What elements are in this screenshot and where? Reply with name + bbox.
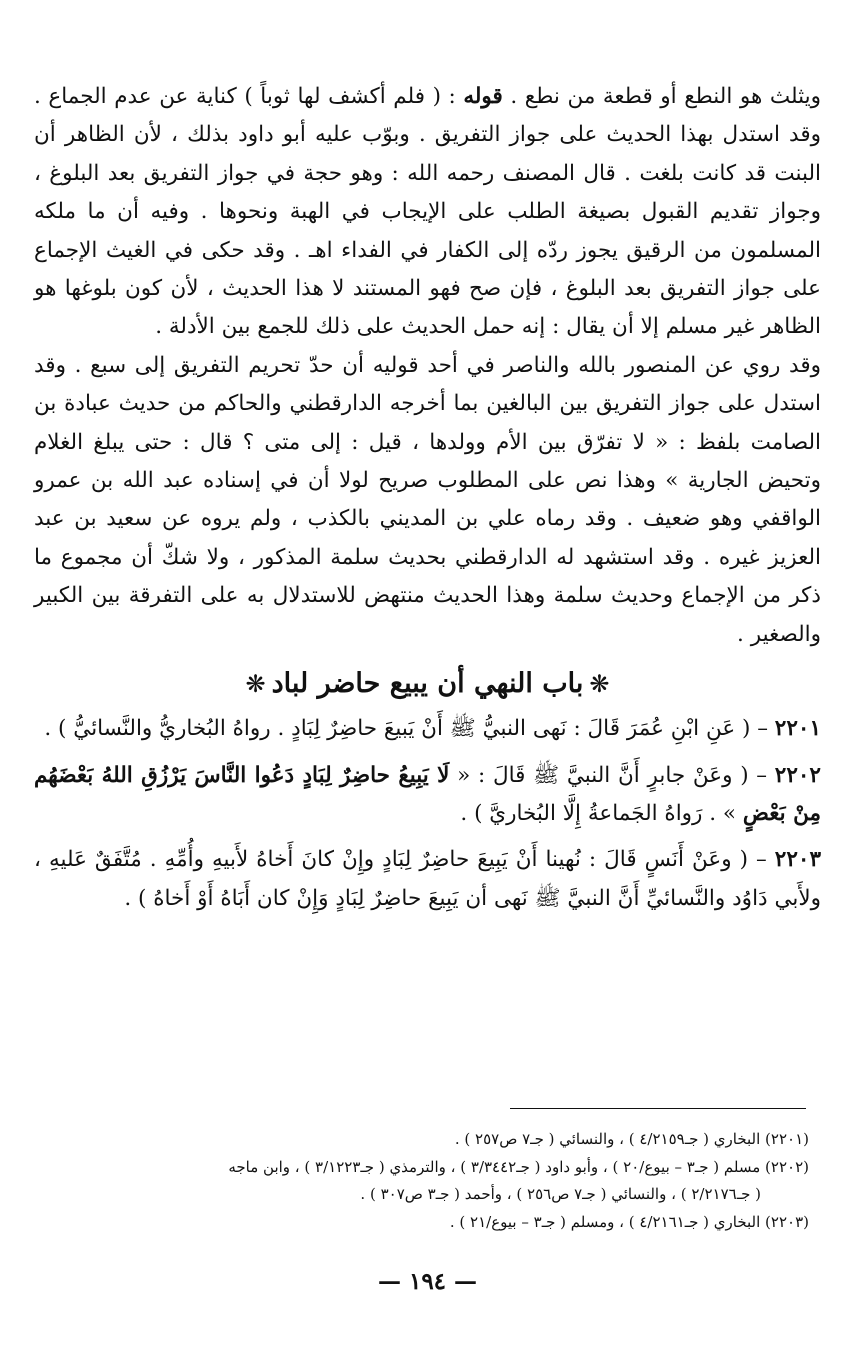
hadith-text: ( وعَنْ جابرٍ أَنَّ النبيَّ ﷺ قَالَ : «	[449, 762, 749, 788]
hadith-number: ٢٢٠٣	[774, 847, 821, 873]
hadith-text: ( عَنِ ابْنِ عُمَرَ قَالَ : نَهى النبيُّ ﷺ أَنْ يَبيعَ حاضِرٌ لِبَادٍ . رواهُ البُخاريُّ والنَّسائيُّ ) .	[44, 716, 751, 742]
footnotes	[38, 1126, 809, 1236]
star-ornament-icon: ❋	[245, 670, 266, 699]
page-number: — ١٩٤ —	[377, 1268, 478, 1295]
hadith-number: ٢٢٠١	[774, 716, 821, 742]
qawluhu-label: قوله	[463, 84, 503, 109]
footnote-2203: (٢٢٠٣) البخاري ( جـ٤/٢١٦١ ) ، ومسلم ( جـ٣ – بيوع/٢١ ) .	[449, 1212, 809, 1231]
chapter-title	[34, 664, 821, 704]
hadith-2202: ٢٢٠٢ – ( وعَنْ جابرٍ أَنَّ النبيَّ ﷺ قَالَ : « لَا يَبِيعُ حاضِرٌ لِبَادٍ دَعُوا النَّاسَ يَرْزُقِ اللهُ بَعْضَهُم مِنْ بَعْضٍ » . رَواهُ الجَماعةُ إِلَّا البُخاريَّ ) .	[34, 762, 821, 826]
footnote-divider	[510, 1108, 806, 1109]
page-content	[34, 78, 821, 926]
star-ornament-icon: ❋	[589, 670, 610, 699]
hadith-text: ( وعَنْ أَنَسٍ قَالَ : نُهينا أَنْ يَبِيعَ حاضِرٌ لِبَادٍ وإِنْ كانَ أَخاهُ لأَبيهِ وأُمِّهِ . مُتَّفَقٌ عَليهِ ، ولأَبي دَاوُد والنَّسائيِّ أَنَّ النبيَّ ﷺ نَهى أن يَبِيعَ حاضِرٌ لِبَادٍ وَإِنْ كان أَبَاهُ أَوْ أَخاهُ ) .	[34, 847, 821, 911]
hadith-2203: ٢٢٠٣ – ( وعَنْ أَنَسٍ قَالَ : نُهينا أَنْ يَبِيعَ حاضِرٌ لِبَادٍ وإِنْ كانَ أَخاهُ لأَبيهِ وأُمِّهِ . مُتَّفَقٌ عَليهِ ، ولأَبي دَاوُد والنَّسائيِّ أَنَّ النبيَّ ﷺ نَهى أن يَبِيعَ حاضِرٌ لِبَادٍ وَإِنْ كان أَبَاهُ أَوْ أَخاهُ ) .	[34, 847, 821, 911]
footnote-2202: (٢٢٠٢) مسلم ( جـ٣ – بيوع/٢٠ ) ، وأبو داود ( جـ٣/٣٤٤٢ ) ، والترمذي ( جـ٣/١٢٢٣ ) ، وابن ماجه	[228, 1157, 809, 1176]
hadith-matn: لَا يَبِيعُ حاضِرٌ لِبَادٍ دَعُوا النَّاسَ يَرْزُقِ اللهُ بَعْضَهُم مِنْ بَعْضٍ	[34, 762, 821, 826]
footnote-2202-continued: ( جـ٢/٢١٧٦ ) ، والنسائي ( جـ٧ ص٢٥٦ ) ، وأحمد ( جـ٣ ص٣٠٧ ) .	[360, 1185, 761, 1203]
chapter-title-text: باب النهي أن يبيع حاضر لباد	[271, 668, 584, 700]
hadith-number: ٢٢٠٢	[774, 762, 821, 788]
commentary-paragraph-2: وقد روي عن المنصور بالله والناصر في أحد قوليه أن حدّ تحريم التفريق إلى سبع . وقد استدل على جواز التفريق بين البالغين بما أخرجه الدارقطني والحاكم من حديث عبادة بن الصامت بلفظ : « لا تفرّق بين الأم وولدها ، قيل : إلى متى ؟ قال : حتى يبلغ الغلام وتحيض الجارية » وهذا نص على المطلوب صريح لولا أن في إسناده عبد الله بن عمرو الواقفي وهو ضعيف . وقد رماه علي بن المديني بالكذب ، ولم يروه عن سعيد بن عبد العزيز غيره . وقد استشهد له الدارقطني بحديث سلمة المذكور ، ولا شكّ أن مجموع ما ذكر من الإجماع وحديث سلمة وهذا الحديث منتهض للاستدلال به على التفرقة بين الكبير والصغير .	[34, 352, 821, 647]
footnote-2201: (٢٢٠١) البخاري ( جـ٤/٢١٥٩ ) ، والنسائي ( جـ٧ ص٢٥٧ ) .	[454, 1130, 809, 1148]
hadith-2201: ٢٢٠١ – ( عَنِ ابْنِ عُمَرَ قَالَ : نَهى النبيُّ ﷺ أَنْ يَبيعَ حاضِرٌ لِبَادٍ . رواهُ البُخاريُّ والنَّسائيُّ ) .	[44, 716, 821, 742]
commentary	[34, 78, 821, 654]
commentary-paragraph-1: ويثلث هو النطع أو قطعة من نطع . قوله : ( فلم أكشف لها ثوباً ) كناية عن عدم الجماع . وقد استدل بهذا الحديث على جواز التفريق . وبوّب عليه أبو داود بذلك ، لأن الظاهر أن البنت قد كانت بلغت . قال المصنف رحمه الله : وهو حجة في جواز التفريق بعد البلوغ ، وجواز تقديم القبول بصيغة الطلب على الإيجاب في الهبة ونحوها . وفيه أن ما ملكه المسلمون من الرقيق يجوز ردّه إلى الكفار في الفداء اهـ . وقد حكى في الغيث الإجماع على جواز التفريق بعد البلوغ ، فإن صح فهو المستند لا هذا الحديث ، لأن كون بلوغها هو الظاهر غير مسلم إلا أن يقال : إنه حمل الحديث على ذلك للجمع بين الأدلة .	[34, 84, 821, 340]
